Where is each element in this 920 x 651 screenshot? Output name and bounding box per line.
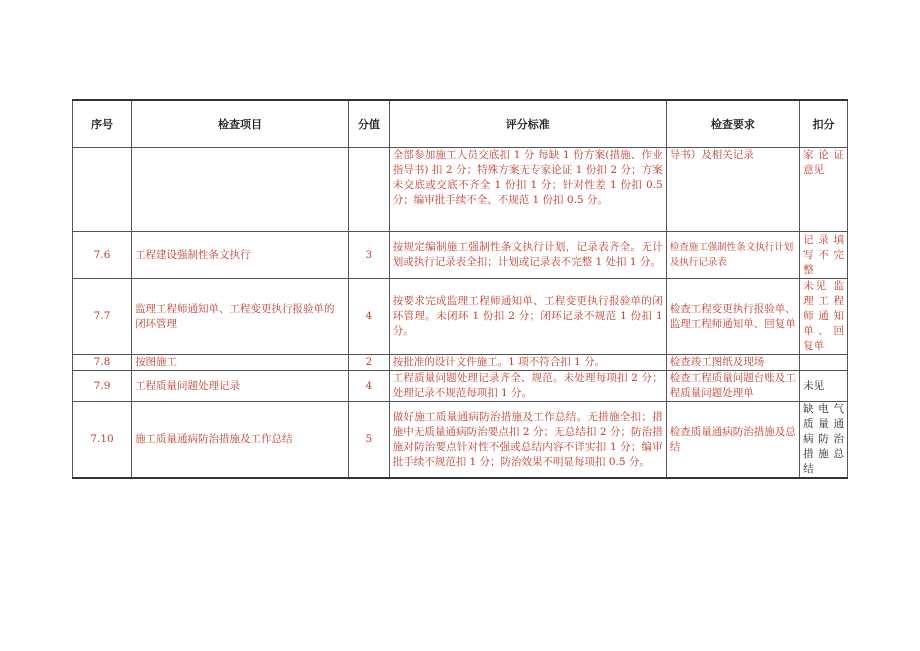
row-criteria: 按规定编制施工强制性条文执行计划，记录表齐全。无计划或执行记录表全扣；计划或记录表不完整 1 处扣 1 分。	[389, 232, 666, 279]
header-score: 分值	[348, 100, 389, 148]
row-item: 施工质量通病防治措施及工作总结	[132, 402, 349, 479]
table-row	[73, 355, 848, 371]
header-requirement: 检查要求	[666, 100, 799, 148]
row-deduction	[800, 355, 848, 371]
inspection-table	[72, 99, 848, 479]
row-requirement: 检查工程质量问题台账及工程质量问题处理单	[666, 371, 799, 402]
table-row	[73, 402, 848, 479]
inspection-document	[72, 99, 848, 479]
row-requirement: 导书）及相关记录	[666, 148, 799, 232]
row-criteria: 全部参加施工人员交底扣 1 分 每缺 1 份方案(措施、作业指导书) 扣 2 分；特殊方案无专家论证 1 份扣 2 分；方案未交底或交底不齐全 1 份扣 1 分；针对性差 1 份扣 0.5 分；编审批手续不全、不规范 1 份扣 0.5 分。	[389, 148, 666, 232]
row-score: 4	[348, 371, 389, 402]
row-deduction: 未见	[800, 371, 848, 402]
table-row	[73, 279, 848, 355]
row-no: 7.8	[73, 355, 132, 371]
row-criteria: 按要求完成监理工程师通知单、工程变更执行报验单的闭环管理。未闭环 1 份扣 2 分；闭环记录不规范 1 份扣 1 分。	[389, 279, 666, 355]
table-row	[73, 232, 848, 279]
row-criteria: 按批准的设计文件施工。1 项不符合扣 1 分。	[389, 355, 666, 371]
row-criteria: 工程质量问题处理记录齐全、规范。未处理每项扣 2 分；处理记录不规范每项扣 1 分。	[389, 371, 666, 402]
row-deduction: 家 论 证 意见	[800, 148, 848, 232]
row-score: 2	[348, 355, 389, 371]
row-no	[73, 148, 132, 232]
row-deduction: 记 录 填 写 不 完 整	[800, 232, 848, 279]
table-row	[73, 371, 848, 402]
row-item: 工程建设强制性条文执行	[132, 232, 349, 279]
row-item: 按图施工	[132, 355, 349, 371]
row-no: 7.7	[73, 279, 132, 355]
row-no: 7.6	[73, 232, 132, 279]
row-no: 7.10	[73, 402, 132, 479]
table-header-row	[73, 100, 848, 148]
header-no: 序号	[73, 100, 132, 148]
row-score: 4	[348, 279, 389, 355]
row-item: 监理工程师通知单、工程变更执行报验单的闭环管理	[132, 279, 349, 355]
row-requirement: 检查质量通病防治措施及总结	[666, 402, 799, 479]
table-row	[73, 148, 848, 232]
row-item	[132, 148, 349, 232]
row-score	[348, 148, 389, 232]
header-criteria: 评分标准	[389, 100, 666, 148]
row-requirement: 检查施工强制性条文执行计划及执行记录表	[666, 232, 799, 279]
row-requirement: 检查工程变更执行报验单、监理工程师通知单、回复单	[666, 279, 799, 355]
header-deduction: 扣分	[800, 100, 848, 148]
row-deduction: 未见 监 理 工 程 师 通 知 单、回复单	[800, 279, 848, 355]
row-item: 工程质量问题处理记录	[132, 371, 349, 402]
row-score: 3	[348, 232, 389, 279]
row-criteria: 做好施工质量通病防治措施及工作总结。无措施全扣；措施中无质量通病防治要点扣 2 分；无总结扣 2 分；防治措施对防治要点针对性不强或总结内容不详实扣 1 分；编审批手续不规范扣 1 分；防治效果不明显每项扣 0.5 分。	[389, 402, 666, 479]
row-requirement: 检查竣工图纸及现场	[666, 355, 799, 371]
row-deduction: 缺 电 气 质 量 通 病 防 治 措 施 总 结	[800, 402, 848, 479]
row-score: 5	[348, 402, 389, 479]
header-item: 检查项目	[132, 100, 349, 148]
row-no: 7.9	[73, 371, 132, 402]
